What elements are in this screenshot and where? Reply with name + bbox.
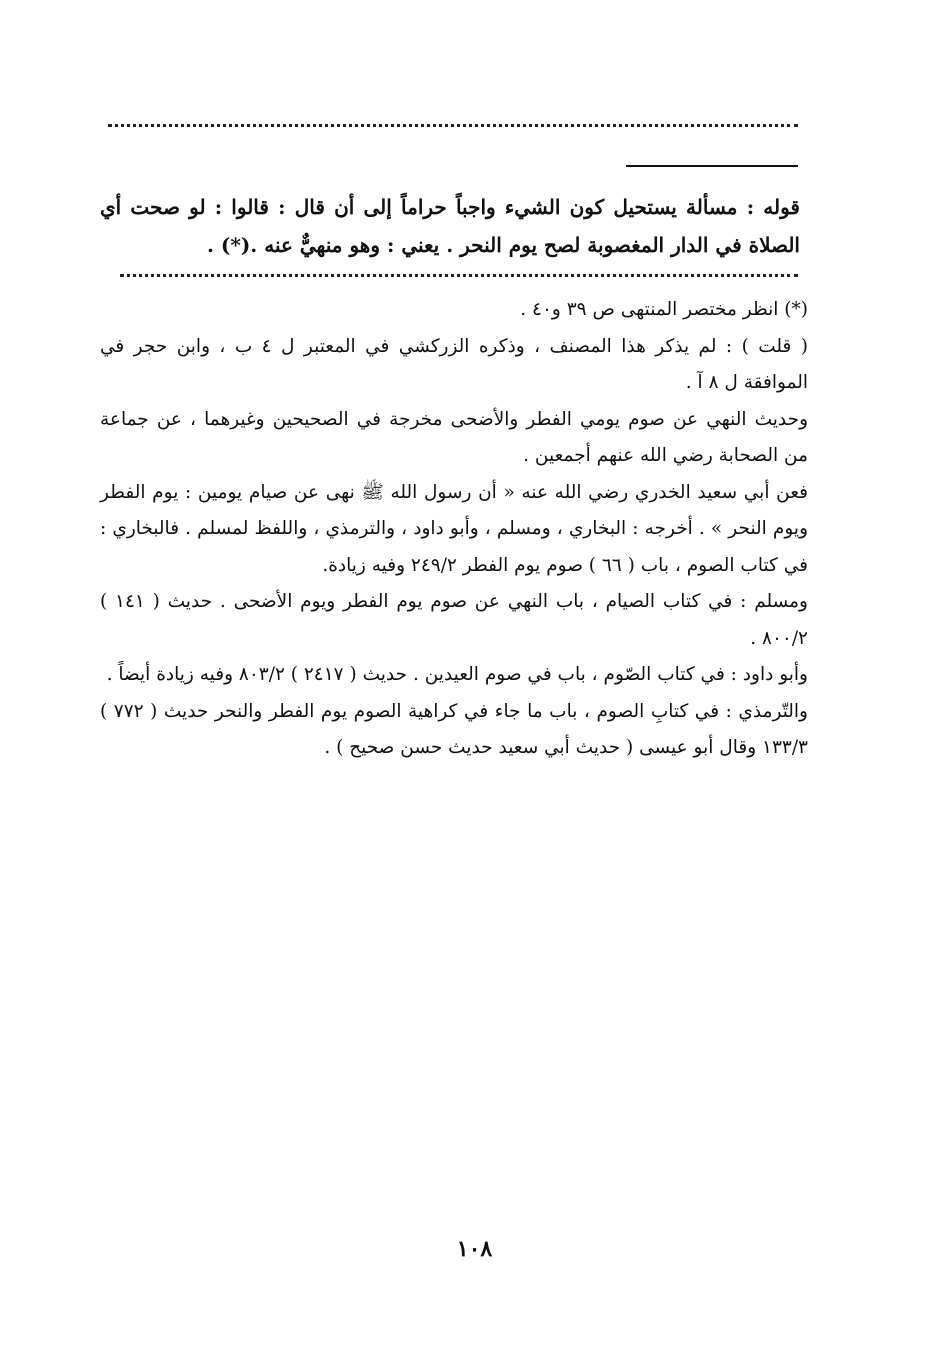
note-abu-dawud: وأبو داود : في كتاب الصّوم ، باب في صوم العيدين . حديث ( ٢٤١٧ ) ٨٠٣/٢ وفيه زيادة أيضاً .: [106, 664, 808, 685]
footnotes: [100, 292, 808, 767]
main-paragraph: [100, 188, 800, 264]
note-qult: ( قلت ) : لم يذكر هذا المصنف ، وذكره الزركشي في المعتبر ل ٤ ب ، وابن حجر في الموافقة ل ٨ آ .: [100, 335, 809, 393]
page-number: ١٠٨: [456, 1236, 493, 1262]
note-abu-said: فعن أبي سعيد الخدري رضي الله عنه « أن رسول الله ﷺ نهى عن صيام يومين : يوم الفطر ويوم النحر » . أخرجه : البخاري ، ومسلم ، وأبو داود ، والترمذي ، واللفظ لمسلم . فالبخاري : في كتاب الصوم ، باب ( ٦٦ ) صوم يوم الفطر ٢٤٩/٢ وفيه زيادة.: [100, 481, 808, 576]
note-tirmidhi: والتّرمذي : في كتابِ الصوم ، باب ما جاء في كراهية الصوم يوم الفطر والنحر حديث ( ٧٧٢ ) ١٣٣/٣ وقال أبو عيسى ( حديث أبي سعيد حديث حسن صحيح ) .: [100, 700, 808, 758]
dotted-separator-top: [108, 124, 798, 127]
footnote-reference: (*) انظر مختصر المنتهى ص ٣٩ و٤٠ .: [520, 299, 808, 320]
main-text: قوله : مسألة يستحيل كون الشيء واجباً حراماً إلى أن قال : قالوا : لو صحت أي الصلاة في الدار المغصوبة لصح يوم النحر . يعني : وهو منهيٌّ عنه .(*) .: [100, 195, 800, 257]
note-muslim: ومسلم : في كتاب الصيام ، باب النهي عن صوم يوم الفطر ويوم الأضحى . حديث ( ١٤١ ) ٨٠٠/٢ .: [100, 591, 808, 649]
note-hadith-intro: وحديث النهي عن صوم يومي الفطر والأضحى مخرجة في الصحيحين وغيرهما ، عن جماعة من الصحابة رضي الله عنهم أجمعين .: [100, 408, 808, 466]
section-rule: [626, 165, 798, 167]
dotted-separator-footnote: [120, 274, 798, 277]
